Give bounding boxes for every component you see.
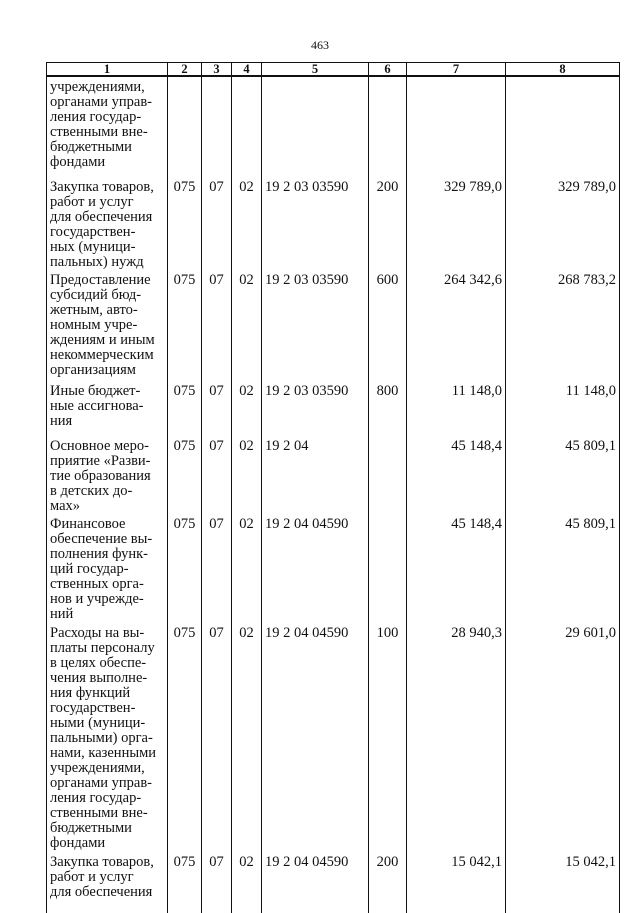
code-subsection: 02 (232, 514, 262, 623)
row-name: Расходы на вы- платы персоналу в целях обеспе- чения выполне- ния функций государствен- ными (муници- пальными) орга- нами, казенными учреждениями, органами управ- ления государ- ственными вне- бюджетными фондами (47, 623, 168, 851)
code-subsection: 02 (232, 171, 262, 270)
code-section: 07 (202, 514, 232, 623)
code-subsection: 02 (232, 378, 262, 429)
table-row (47, 378, 620, 429)
code-target: 19 2 04 04590 (262, 514, 369, 623)
amount-year-1: 11 148,0 (407, 378, 506, 429)
code-expense-type: 600 (369, 270, 407, 378)
amount-year-1: 45 148,4 (407, 514, 506, 623)
code-expense-type: 200 (369, 171, 407, 270)
code-admin: 075 (168, 270, 202, 378)
code-section: 07 (202, 851, 232, 913)
code-expense-type (369, 76, 407, 171)
column-header: 4 (232, 63, 262, 77)
code-admin (168, 76, 202, 171)
code-expense-type (369, 514, 407, 623)
row-name: Основное меро- приятие «Разви- тие образования в детских до- мах» (47, 429, 168, 514)
column-header: 5 (262, 63, 369, 77)
code-subsection (232, 76, 262, 171)
code-expense-type: 200 (369, 851, 407, 913)
code-admin: 075 (168, 171, 202, 270)
code-target: 19 2 04 (262, 429, 369, 514)
column-header: 8 (506, 63, 620, 77)
table-row (47, 270, 620, 378)
amount-year-2: 45 809,1 (506, 429, 620, 514)
code-subsection: 02 (232, 270, 262, 378)
row-name: Закупка товаров, работ и услуг для обеспечения государствен- ных (муници- пальных) нужд (47, 171, 168, 270)
code-section (202, 76, 232, 171)
code-subsection: 02 (232, 851, 262, 913)
page-number: 463 (311, 38, 329, 52)
code-target: 19 2 04 04590 (262, 851, 369, 913)
code-subsection: 02 (232, 623, 262, 851)
code-section: 07 (202, 378, 232, 429)
code-expense-type (369, 429, 407, 514)
column-header: 2 (168, 63, 202, 77)
code-admin: 075 (168, 623, 202, 851)
code-section: 07 (202, 270, 232, 378)
amount-year-2 (506, 76, 620, 171)
code-admin: 075 (168, 378, 202, 429)
code-target: 19 2 03 03590 (262, 378, 369, 429)
amount-year-2: 29 601,0 (506, 623, 620, 851)
column-header: 7 (407, 63, 506, 77)
amount-year-2: 268 783,2 (506, 270, 620, 378)
row-name: Предоставление субсидий бюд- жетным, авто- номным учре- ждениям и иным некоммерческим организациям (47, 270, 168, 378)
amount-year-1: 45 148,4 (407, 429, 506, 514)
code-target: 19 2 03 03590 (262, 171, 369, 270)
amount-year-1: 329 789,0 (407, 171, 506, 270)
row-name: учреждениями, органами управ- ления государ- ственными вне- бюджетными фондами (47, 76, 168, 171)
column-header: 6 (369, 63, 407, 77)
code-section: 07 (202, 429, 232, 514)
amount-year-2: 11 148,0 (506, 378, 620, 429)
header-row (47, 63, 620, 77)
amount-year-2: 45 809,1 (506, 514, 620, 623)
amount-year-2: 329 789,0 (506, 171, 620, 270)
column-header: 3 (202, 63, 232, 77)
table-row (47, 514, 620, 623)
code-subsection: 02 (232, 429, 262, 514)
code-expense-type: 100 (369, 623, 407, 851)
code-admin: 075 (168, 514, 202, 623)
row-name: Закупка товаров, работ и услуг для обеспечения (47, 851, 168, 913)
amount-year-1 (407, 76, 506, 171)
budget-table (46, 62, 620, 913)
table-row (47, 851, 620, 913)
amount-year-2: 15 042,1 (506, 851, 620, 913)
code-section: 07 (202, 171, 232, 270)
code-expense-type: 800 (369, 378, 407, 429)
code-target (262, 76, 369, 171)
column-header: 1 (47, 63, 168, 77)
code-admin: 075 (168, 851, 202, 913)
code-target: 19 2 03 03590 (262, 270, 369, 378)
code-section: 07 (202, 623, 232, 851)
table-row (47, 623, 620, 851)
amount-year-1: 264 342,6 (407, 270, 506, 378)
table-row (47, 429, 620, 514)
code-target: 19 2 04 04590 (262, 623, 369, 851)
amount-year-1: 15 042,1 (407, 851, 506, 913)
table-row (47, 171, 620, 270)
code-admin: 075 (168, 429, 202, 514)
row-name: Финансовое обеспечение вы- полнения функ- ций государ- ственных орга- нов и учрежде- ний (47, 514, 168, 623)
amount-year-1: 28 940,3 (407, 623, 506, 851)
table-row (47, 76, 620, 171)
row-name: Иные бюджет- ные ассигнова- ния (47, 378, 168, 429)
